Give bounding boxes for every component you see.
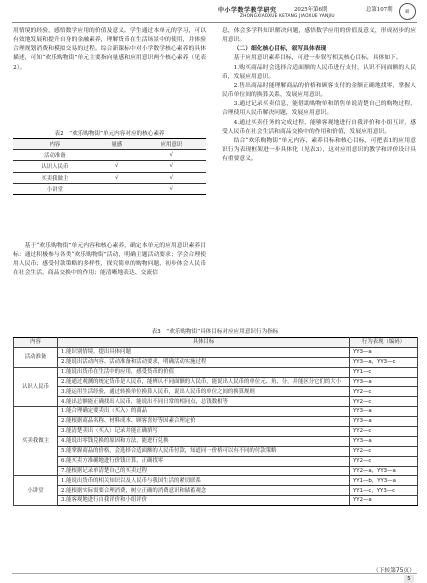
- specific-goal: 6.能买卖方准确地进行价钱计算，正确找零: [58, 456, 350, 466]
- table-row: [14, 387, 418, 397]
- table-row: [14, 456, 418, 466]
- content-category: 小讲堂: [14, 476, 58, 506]
- behavior-code: YY2—c: [350, 446, 418, 456]
- table-header-cell: 量感: [97, 139, 137, 150]
- table-row: [14, 436, 418, 446]
- right-column: [222, 27, 416, 164]
- behavior-code: YY2—a，YY3—a: [350, 466, 418, 476]
- table-cell: 活动准备: [13, 150, 97, 161]
- list-item: 4.通过买卖任务的完成过程，能够客观地进行自我评价和小组互评，感受人民币在社会生活和商品交换中的作用和价值，发展应用意识。: [222, 119, 416, 135]
- table-row: [14, 347, 418, 357]
- behavior-code: YY2—a: [350, 496, 418, 506]
- specific-goal: 4.能出总额能正确找出人民币，能说出不同日常的相同点，总钱数相等: [58, 397, 350, 407]
- table-row: [14, 446, 418, 456]
- behavior-code: YY3—a，YY3—c: [350, 357, 418, 367]
- paragraph: 基于应用意识素养目标，可进一步叙写相关核心目标，具体如下。: [233, 55, 402, 62]
- logo-text: 研: [405, 9, 410, 15]
- specific-goal: 1.能说出货币在生活中的应用，感受货币的价值: [58, 367, 350, 377]
- table-header-cell: 内容: [13, 139, 97, 150]
- issue-number: 2025年第6期: [294, 7, 328, 13]
- table-row: [14, 496, 418, 506]
- list-item: 1.购买商品时会选择合适面额的人民币进行支付，认识不同面额的人民币，发展应用意识。: [222, 64, 416, 80]
- journal-logo: [399, 3, 416, 20]
- continued-note: （下转第75页）: [372, 568, 415, 574]
- content-category: 买卖我做主: [14, 407, 58, 476]
- content-category: 活动准备: [14, 347, 58, 367]
- behavior-code: YY2—c: [350, 397, 418, 407]
- behavior-code: YY2—c: [350, 387, 418, 397]
- check-mark: √: [97, 161, 137, 172]
- table-cell: 小讲堂: [13, 183, 97, 194]
- specific-goal: 3.能运用生活经验，通过转换单位换算人民币，说出人民币的单位之间的换算规则: [58, 387, 350, 397]
- table-header-cell: 内容: [14, 338, 58, 348]
- table-header-row: [13, 139, 206, 150]
- check-mark: [97, 150, 137, 161]
- table-row: [14, 486, 418, 496]
- specific-goal: 1.能识别情境，提出具体问题: [58, 347, 350, 357]
- table-row: [13, 172, 206, 183]
- specific-goal: 5.能掌握商品的价格，会选择合适面额的人民币付款，知道同一价格可以有不同的付款策略: [58, 446, 350, 456]
- paragraph: 用情境的经验，感悟数学应用的价值及意义。学生通过本单元的学习，可以有效地发展和提升自身的金融素养，理解货币在生活场景中的使用，并体验合理规划消费和模拟交易的过程。综合新课标中对小学数学核心素养的具体描述，可知“欢乐购物街”单元主要指向量感和应用意识两个核心素养（见表2）。: [13, 28, 206, 71]
- table-row: [14, 427, 418, 437]
- check-mark: √: [137, 183, 206, 194]
- specific-goal: 2.能根据商品名称、材料成本、顾客喜好等因素合理定价: [58, 417, 350, 427]
- behavior-code: YY3—a: [350, 347, 418, 357]
- specific-goal: 1.能合理确定要卖出（买入）的商品: [58, 407, 350, 417]
- table-row: [13, 183, 206, 194]
- specific-goal: 2.能说出活动内容、活动准备和活动要求，明确活动实施过程: [58, 357, 350, 367]
- specific-goal: 3.能客观地进行自我评价和小组评价: [58, 496, 350, 506]
- table-row: [14, 407, 418, 417]
- table-row: [14, 417, 418, 427]
- table-cell: 认识人民币: [13, 161, 97, 172]
- behavior-code: YY2—c: [350, 456, 418, 466]
- check-mark: √: [137, 150, 206, 161]
- paragraph: 结合“欢乐购物街”单元内容、素养目标和核心目标，可把表1的应用意识行为表现框架进一步具体化（见表3），这对应用意识的教学和评价设计具有重要意义。: [222, 137, 416, 163]
- left-column-bottom: [13, 242, 206, 279]
- behavior-code: YY3—a: [350, 417, 418, 427]
- specific-goal: 4.能说出零钱兑换的原因和方法，能进行兑换: [58, 436, 350, 446]
- behavior-code: YY2—c: [350, 427, 418, 437]
- header-divider: [12, 22, 417, 23]
- check-mark: [97, 183, 137, 194]
- table-row: [14, 367, 418, 377]
- table-header-row: [14, 338, 418, 348]
- check-mark: √: [97, 172, 137, 183]
- specific-goal: 3.能清楚卖出（买入）记录并能正确填写: [58, 427, 350, 437]
- table-header-cell: 行为表现（编码）: [350, 338, 418, 348]
- table-row: [13, 150, 206, 161]
- list-item: 2.售出商品时能理解商品的价格和顾客支付的金额正确地找零，掌握人民币单位间的换算关系，发展应用意识。: [222, 82, 416, 99]
- page-number: 5: [404, 575, 414, 583]
- table-row: [14, 466, 418, 476]
- total-issue-number: 总第107期: [366, 7, 393, 13]
- paragraph: 息，体会多学科知识解决问题，感悟数学应用的价值及意义，形成初步的应用意识。: [222, 28, 416, 44]
- behavior-code: YY1—b，YY3—a: [350, 476, 418, 486]
- table-header-cell: 应用意识: [137, 139, 206, 150]
- section-subheading: （二）细化核心目标，叙写具体表现: [233, 46, 327, 53]
- table-cell: 买卖我做主: [13, 172, 97, 183]
- behavior-code: YY1—c: [350, 367, 418, 377]
- table-row: [14, 476, 418, 486]
- table3-caption: 表3 “欢乐购物街”具体目标对应应用意识行为指标: [151, 329, 279, 335]
- specific-goal: 7.能根据记录单清楚自己的买卖过程: [58, 466, 350, 476]
- behavior-code: YY1—c，YY3—c: [350, 486, 418, 496]
- table2: [13, 138, 206, 195]
- check-mark: √: [137, 172, 206, 183]
- journal-title: 中小学数学教学研究: [218, 7, 277, 14]
- table2-caption: 表2 “欢乐购物街”单元内容对应的核心素养: [54, 131, 165, 137]
- specific-goal: 1.能说出货币的相关知识以及人民币与我国生活的紧切联系: [58, 476, 350, 486]
- behavior-code: YY3—a: [350, 436, 418, 446]
- content-category: 认识人民币: [14, 367, 58, 407]
- footer-divider: [12, 573, 417, 574]
- specific-goal: 2.能根据实际需要合理消费，树立正确的消费意识和储蓄观念: [58, 486, 350, 496]
- table-row: [13, 161, 206, 172]
- left-column-top: [13, 27, 206, 73]
- behavior-code: YY3—a: [350, 407, 418, 417]
- check-mark: √: [137, 161, 206, 172]
- behavior-code: YY3—a: [350, 377, 418, 387]
- table-header-cell: 具体目标: [58, 338, 350, 348]
- table-row: [14, 377, 418, 387]
- table-row: [14, 357, 418, 367]
- journal-pinyin: ZHONGXIAOXUE KETANG JIAOXUE YANJIU: [240, 14, 335, 19]
- table-row: [14, 397, 418, 407]
- paragraph: 基于“欢乐购物街”单元内容和核心素养，确定本单元的应用意识素养目标：通过积极参与各类“欢乐购物街”活动，明确主题活动要求；学会合理使用人民币；感受付款策略的多样性，探究简单的购物问题，初步体会人民币在社会生活、商品交换中的作用；能清晰地表达、交流信: [13, 243, 206, 277]
- specific-goal: 2.能通过观测的统定货币是人民币，能辨认不同面额的人民币，能说出人民币的单位元、角、分，并能区分它们的大小: [58, 377, 350, 387]
- list-item: 3.通过记录买卖信息，能借助购物单和销售单说清楚自己的购物过程，合理使用人民币解决问题，发展应用意识。: [222, 101, 416, 117]
- table3: [13, 337, 418, 506]
